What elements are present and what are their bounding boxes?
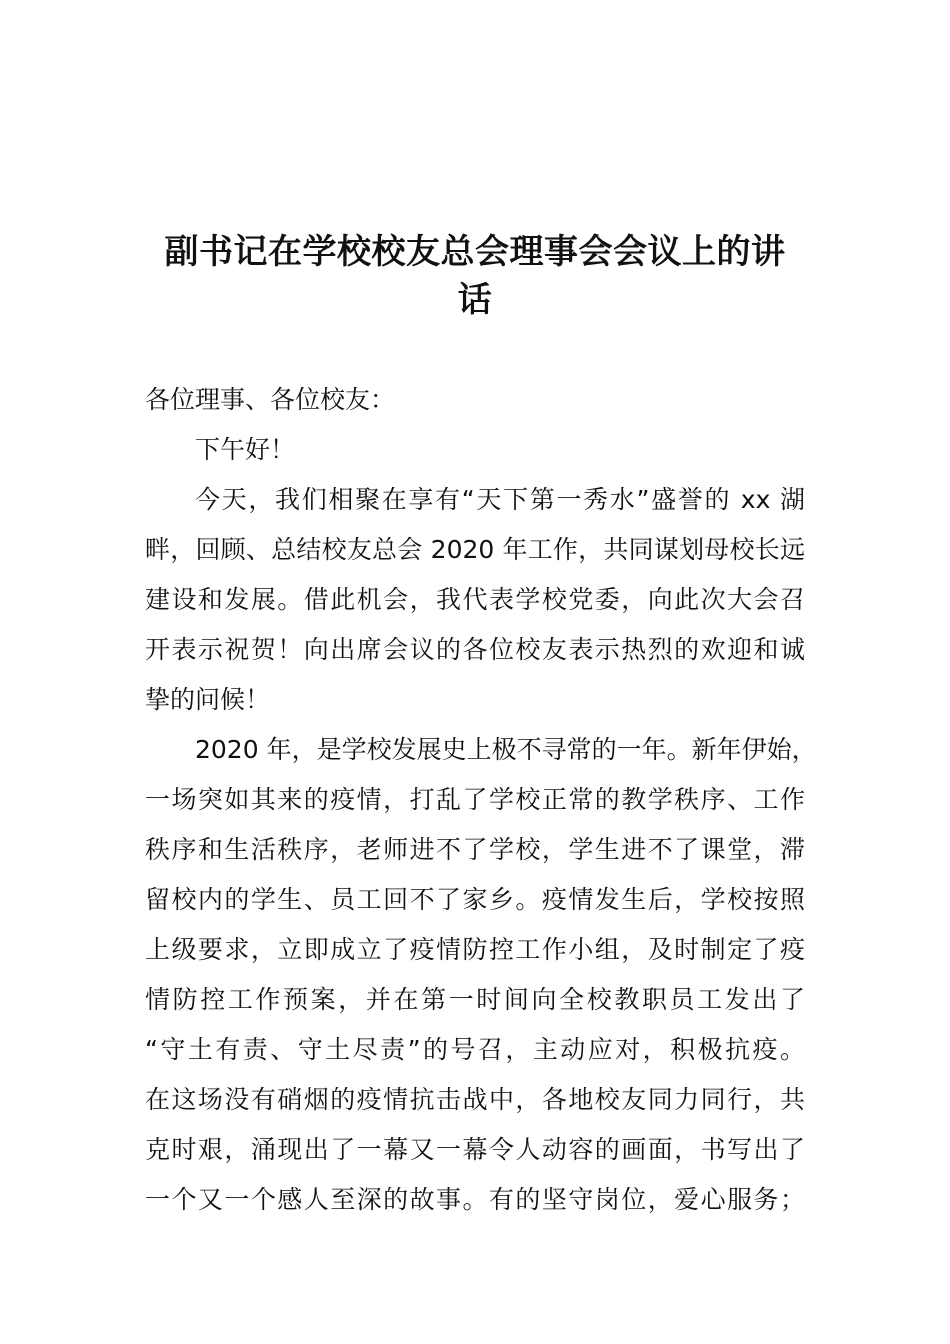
paragraph-2-line: 情防控工作预案，并在第一时间向全校教职员工发出了 (145, 985, 805, 1014)
paragraph-2-line: 一个又一个感人至深的故事。有的坚守岗位，爱心服务； (145, 1185, 805, 1214)
paragraph-2-line: “守土有责、守土尽责”的号召，主动应对，积极抗疫。 (145, 1035, 805, 1064)
paragraph-2-line: 上级要求，立即成立了疫情防控工作小组，及时制定了疫 (145, 935, 805, 964)
salutation: 各位理事、各位校友： (145, 385, 396, 414)
document-title-continued: 话 (457, 280, 493, 320)
greeting: 下午好！ (195, 435, 296, 464)
paragraph-1-line: 今天，我们相聚在享有“天下第一秀水”盛誉的 xx 湖 (195, 485, 805, 514)
paragraph-1-line: 畔，回顾、总结校友总会 2020 年工作，共同谋划母校长远 (145, 535, 805, 564)
document-title: 副书记在学校校友总会理事会会议上的讲 (164, 232, 786, 272)
paragraph-1-line: 建设和发展。借此机会，我代表学校党委，向此次大会召 (145, 585, 805, 614)
paragraph-2-line: 克时艰，涌现出了一幕又一幕令人动容的画面，书写出了 (145, 1135, 805, 1164)
paragraph-2-line: 留校内的学生、员工回不了家乡。疫情发生后，学校按照 (145, 885, 805, 914)
paragraph-2-line: 2020 年，是学校发展史上极不寻常的一年。新年伊始， (195, 735, 817, 764)
paragraph-2-line: 在这场没有硝烟的疫情抗击战中，各地校友同力同行，共 (145, 1085, 805, 1114)
paragraph-2-line: 一场突如其来的疫情，打乱了学校正常的教学秩序、工作 (145, 785, 805, 814)
paragraph-2-line: 秩序和生活秩序，老师进不了学校，学生进不了课堂，滞 (145, 835, 805, 864)
paragraph-1-line: 挚的问候！ (145, 685, 271, 714)
paragraph-1-line: 开表示祝贺！向出席会议的各位校友表示热烈的欢迎和诚 (145, 635, 805, 664)
